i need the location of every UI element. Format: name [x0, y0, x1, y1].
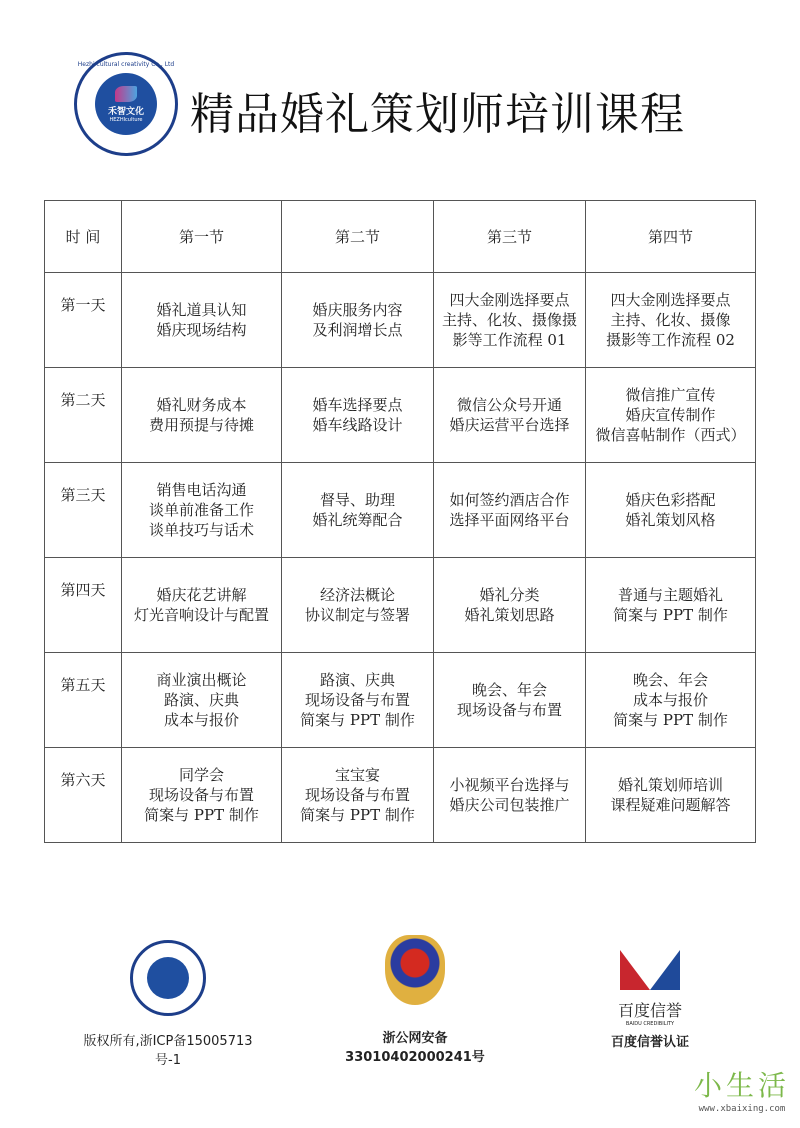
session-4-cell: 普通与主题婚礼 简案与 PPT 制作 — [586, 558, 756, 653]
logo-mark-icon — [115, 86, 137, 102]
session-2-cell: 婚车选择要点 婚车线路设计 — [282, 368, 434, 463]
day-label: 第六天 — [45, 748, 122, 843]
session-2-cell: 督导、助理 婚礼统筹配合 — [282, 463, 434, 558]
day-label: 第五天 — [45, 653, 122, 748]
session-3-cell: 微信公众号开通 婚庆运营平台选择 — [434, 368, 586, 463]
session-3-cell: 小视频平台选择与 婚庆公司包装推广 — [434, 748, 586, 843]
company-logo — [74, 52, 178, 156]
police-badge-icon — [385, 935, 445, 1005]
table-row — [45, 368, 756, 463]
session-1-cell: 同学会 现场设备与布置 简案与 PPT 制作 — [122, 748, 282, 843]
police-record-text: 浙公网安备 33010402000241号 — [345, 1031, 485, 1065]
baidu-cert: 百度信誉认证 — [610, 1035, 689, 1050]
table-header-row — [45, 201, 756, 273]
session-4-cell: 婚庆色彩搭配 婚礼策划风格 — [586, 463, 756, 558]
header-session-2: 第二节 — [282, 201, 434, 273]
session-4-cell: 晚会、年会 成本与报价 简案与 PPT 制作 — [586, 653, 756, 748]
header-session-1: 第一节 — [122, 201, 282, 273]
table-row — [45, 653, 756, 748]
session-1-cell: 婚庆花艺讲解 灯光音响设计与配置 — [122, 558, 282, 653]
baidu-en: BAIDU CREDIBILITY — [625, 1021, 675, 1027]
session-4-cell: 四大金刚选择要点 主持、化妆、摄像 摄影等工作流程 02 — [586, 273, 756, 368]
header-session-3: 第三节 — [434, 201, 586, 273]
session-3-cell: 婚礼分类 婚礼策划思路 — [434, 558, 586, 653]
header-session-4: 第四节 — [586, 201, 756, 273]
footer-copyright — [78, 940, 258, 1068]
page-title: 精品婚礼策划师培训课程 — [190, 89, 685, 140]
logo-ring-text: Hezhi cultural creativity Co., Ltd — [77, 61, 175, 68]
session-1-cell: 婚礼道具认知 婚庆现场结构 — [122, 273, 282, 368]
session-4-cell: 婚礼策划师培训 课程疑难问题解答 — [586, 748, 756, 843]
company-seal-icon — [130, 940, 206, 1016]
session-4-cell: 微信推广宣传 婚庆宣传制作 微信喜帖制作（西式） — [586, 368, 756, 463]
course-schedule-table — [44, 200, 756, 843]
session-1-cell: 商业演出概论 路演、庆典 成本与报价 — [122, 653, 282, 748]
footer-baidu — [590, 950, 710, 1050]
table-row — [45, 748, 756, 843]
session-3-cell: 晚会、年会 现场设备与布置 — [434, 653, 586, 748]
session-3-cell: 四大金刚选择要点 主持、化妆、摄像摄 影等工作流程 01 — [434, 273, 586, 368]
session-1-cell: 销售电话沟通 谈单前准备工作 谈单技巧与话术 — [122, 463, 282, 558]
day-label: 第三天 — [45, 463, 122, 558]
logo-center — [95, 73, 157, 135]
logo-cn: 禾智文化 — [107, 106, 144, 117]
footer-police — [320, 935, 510, 1065]
table-row — [45, 558, 756, 653]
session-2-cell: 婚庆服务内容 及利润增长点 — [282, 273, 434, 368]
icp-text: 版权所有,浙ICP备15005713号-1 — [83, 1034, 253, 1068]
table-row — [45, 463, 756, 558]
baidu-brand: 百度信誉 — [617, 1001, 682, 1020]
day-label: 第二天 — [45, 368, 122, 463]
watermark-text: 小生活 — [693, 1069, 790, 1102]
table-row — [45, 273, 756, 368]
watermark-url: www.xbaixing.com — [698, 1104, 786, 1114]
session-1-cell: 婚礼财务成本 费用预提与待摊 — [122, 368, 282, 463]
session-3-cell: 如何签约酒店合作 选择平面网络平台 — [434, 463, 586, 558]
day-label: 第一天 — [45, 273, 122, 368]
session-2-cell: 经济法概论 协议制定与签署 — [282, 558, 434, 653]
baidu-v-icon — [620, 950, 680, 990]
session-2-cell: 宝宝宴 现场设备与布置 简案与 PPT 制作 — [282, 748, 434, 843]
watermark — [694, 1064, 790, 1114]
logo-en: HEZHIculture — [109, 116, 143, 123]
day-label: 第四天 — [45, 558, 122, 653]
header-time: 时 间 — [45, 201, 122, 273]
session-2-cell: 路演、庆典 现场设备与布置 简案与 PPT 制作 — [282, 653, 434, 748]
